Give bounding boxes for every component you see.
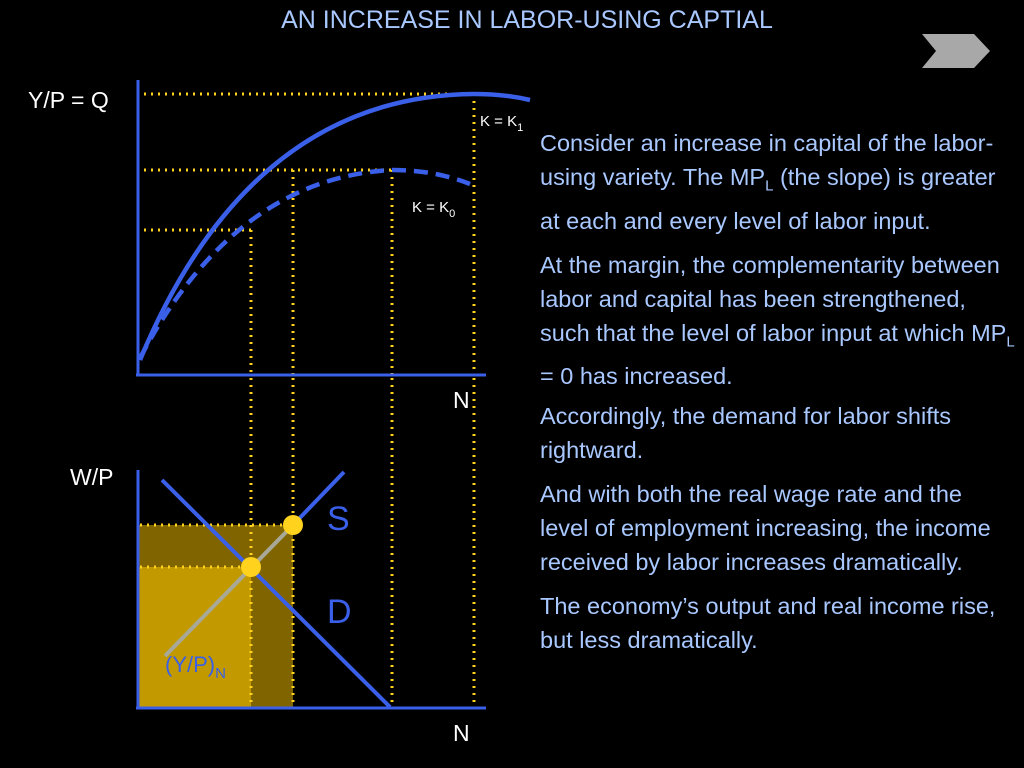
upper-y-label: Y/P = Q [28, 87, 109, 113]
explanation-text [540, 126, 1015, 667]
supply-label: S [327, 500, 350, 538]
paragraph-2: At the margin, the complementarity between labor and capital has been strengthened, such that the level of labor input at which $MP_L = 0$ has increased. [540, 251, 1015, 390]
upper-x-label: N [453, 387, 470, 413]
next-slide-button[interactable] [922, 34, 990, 68]
lower-x-label: N [453, 720, 470, 746]
paragraph-4: And with both the real wage rate and the level of employment increasing, the income received by labor increases dramatically. [540, 481, 991, 576]
paragraph-5: The economy’s output and real income rise, but less dramatically. [540, 593, 996, 654]
demand-label: D [327, 593, 352, 631]
curve-k0-label: $K = K_0$ [412, 199, 456, 220]
chevron-right-icon [922, 34, 990, 68]
paragraph-1: Consider an increase in capital of the labor-using variety. The $MP_L$ (the slope) is greater at each and every level of labor input. [540, 130, 996, 234]
equilibrium-point-old [241, 557, 261, 577]
equilibrium-point-new [283, 515, 303, 535]
paragraph-3: Accordingly, the demand for labor shifts rightward. [540, 403, 952, 464]
upper-guides [144, 94, 474, 374]
slide-title: AN INCREASE IN LABOR-USING CAPTIAL [281, 6, 773, 34]
lower-y-label: W/P [70, 464, 114, 490]
income-label: $(Y/P)_N$ [165, 652, 226, 682]
curve-k1-label: $K = K_1$ [480, 113, 524, 134]
production-curve-k1 [140, 94, 530, 360]
